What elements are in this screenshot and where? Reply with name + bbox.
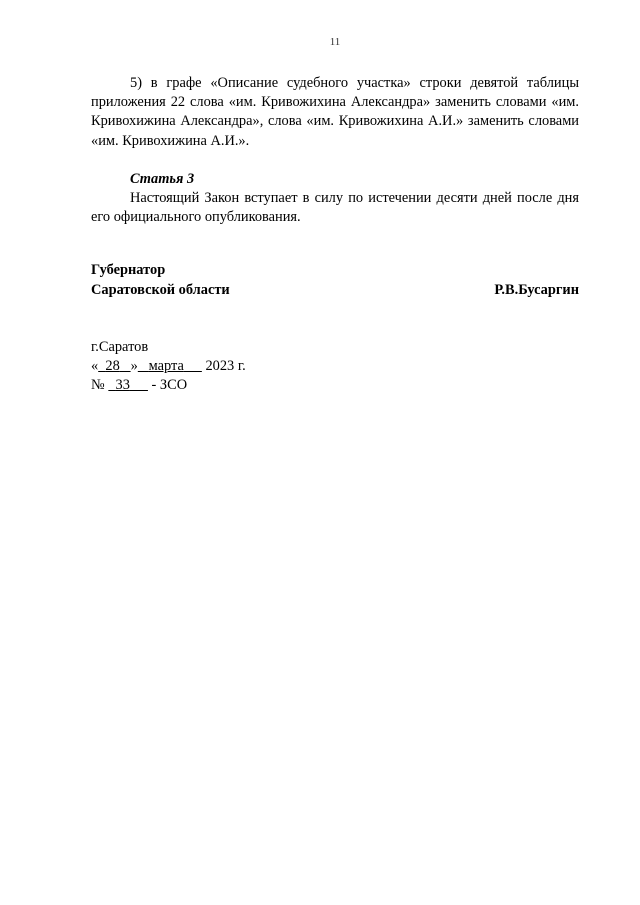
article-3-title: Статья 3 <box>130 170 195 187</box>
item-5-paragraph: 5) в графе «Описание судебного участка» строки девятой таблицы приложения 22 слова «им. Кривожихина Александра» заменить словами «им. Кривохижина Александра», слова «им. Кривожихина А.И.» заменить словами «им. Кривохижина А.И.». <box>91 75 579 149</box>
signature-position-line-1: Губернатор <box>91 262 166 279</box>
signature-row <box>91 281 579 300</box>
signature-position-line-2: Саратовской области <box>91 281 230 298</box>
signature-block <box>91 261 579 299</box>
number-sign: № <box>91 377 105 394</box>
date-close-quote: » <box>130 358 138 375</box>
date-year: 2023 г. <box>205 358 246 375</box>
signatory-name: Р.В.Бусаргин <box>494 281 579 298</box>
document-body <box>91 74 579 395</box>
page-number: 11 <box>329 36 341 48</box>
number-line <box>91 376 579 395</box>
date-line <box>91 357 579 376</box>
date-month: марта <box>148 358 184 375</box>
place-date-block <box>91 338 579 396</box>
article-3-text: Настоящий Закон вступает в силу по истечении десяти дней после дня его официального опубликования. <box>91 190 579 226</box>
number-suffix: - ЗСО <box>151 377 188 394</box>
date-open-quote: « <box>91 358 99 375</box>
date-day: 28 <box>105 358 120 375</box>
city: г.Саратов <box>91 338 149 355</box>
law-number: 33 <box>115 377 130 394</box>
